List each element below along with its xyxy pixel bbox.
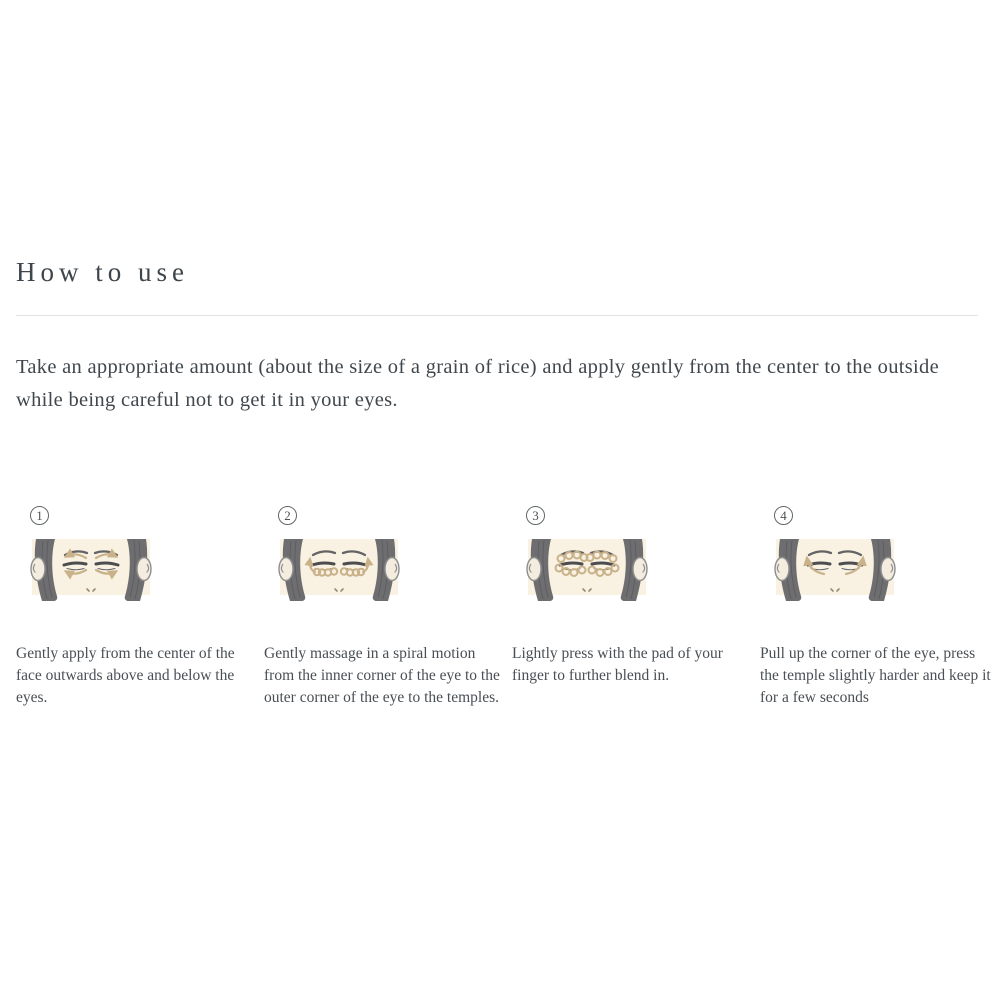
- section-divider: [16, 315, 978, 316]
- eyes-outward-arrows-illustration: [28, 538, 154, 601]
- step-number-badge: [278, 506, 297, 525]
- intro-paragraph: Take an appropriate amount (about the size of a grain of rice) and apply gently from the center to the outside while being careful not to get it in your eyes.: [16, 356, 939, 411]
- step-column-3: [512, 506, 752, 709]
- section-title: How to use: [16, 257, 189, 287]
- step-number-badge: [526, 506, 545, 525]
- step-number: 4: [780, 507, 787, 523]
- eyes-pull-up-illustration: [772, 538, 898, 601]
- step-number: 2: [284, 507, 291, 523]
- step-number-badge: [774, 506, 793, 525]
- step-number-badge: [30, 506, 49, 525]
- step-caption: Gently massage in a spiral motion from the inner corner of the eye to the outer corner of the eye to the temples.: [264, 645, 500, 706]
- step-column-4: [760, 506, 1000, 709]
- step-caption: Lightly press with the pad of your finger to further blend in.: [512, 645, 723, 684]
- step-caption: Gently apply from the center of the face outwards above and below the eyes.: [16, 645, 235, 706]
- steps-grid: [16, 506, 991, 709]
- step-caption: Pull up the corner of the eye, press the temple slightly harder and keep it for a few seconds: [760, 645, 991, 706]
- step-column-2: [264, 506, 504, 709]
- step-column-1: [16, 506, 256, 709]
- eyes-finger-press-illustration: [524, 538, 650, 601]
- step-number: 1: [36, 507, 43, 523]
- step-number: 3: [532, 507, 539, 523]
- eyes-spiral-massage-illustration: [276, 538, 402, 601]
